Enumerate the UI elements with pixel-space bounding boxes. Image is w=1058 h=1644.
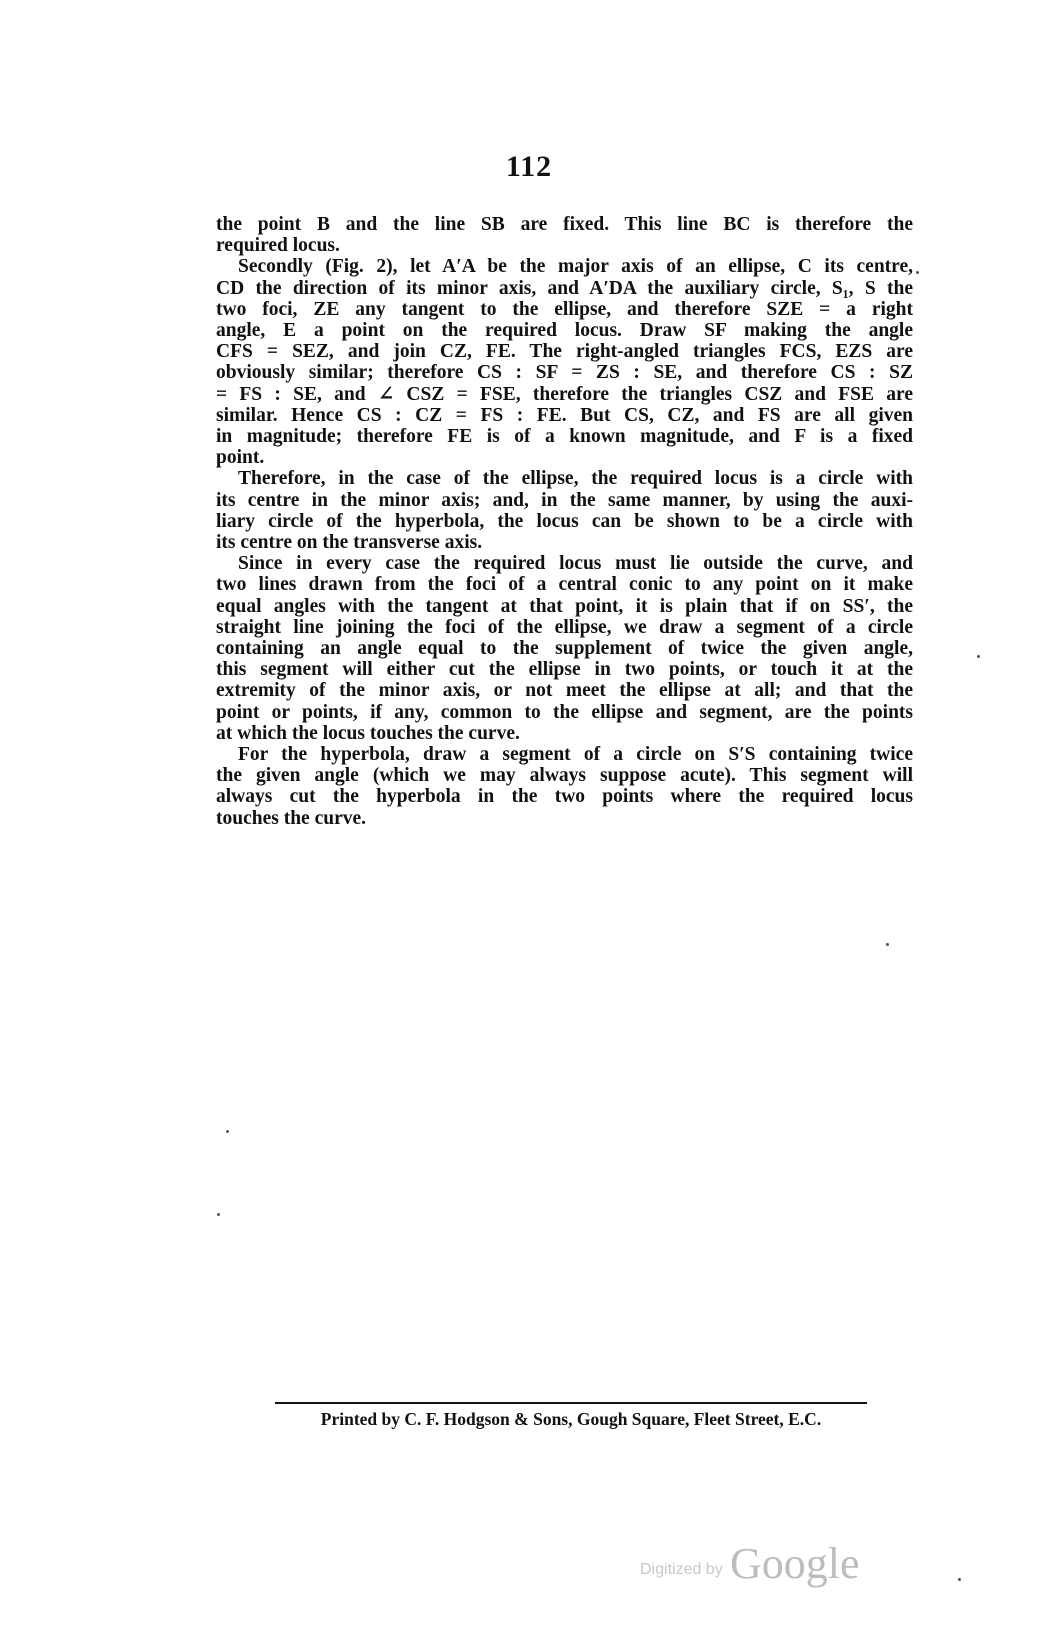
scan-speck xyxy=(217,1213,220,1216)
scan-speck xyxy=(916,271,919,274)
scan-speck xyxy=(886,943,889,946)
text-line: straight line joining the foci of the ellipse, we draw a segment of a circle xyxy=(216,616,913,638)
body-text xyxy=(216,214,913,829)
digitized-by-label: Digitized by xyxy=(640,1561,723,1578)
text-line: Secondly (Fig. 2), let A′A be the major axis of an ellipse, C its centre, xyxy=(238,256,913,278)
text-line: always cut the hyperbola in the two points where the required locus xyxy=(216,786,913,808)
printer-imprint: Printed by C. F. Hodgson & Sons, Gough Square, Fleet Street, E.C. xyxy=(320,1409,822,1429)
text-line: containing an angle equal to the supplement of twice the given angle, xyxy=(216,638,913,660)
text-line: its centre on the transverse axis. xyxy=(216,532,483,554)
text-line: Since in every case the required locus must lie outside the curve, and xyxy=(238,553,913,575)
text-line: CD the direction of its minor axis, and A′DA the auxiliary circle, S₁, S the xyxy=(216,277,913,299)
text-line: For the hyperbola, draw a segment of a circle on S′S containing twice xyxy=(238,744,913,766)
text-line: this segment will either cut the ellipse in two points, or touch it at the xyxy=(216,659,913,681)
text-line: two lines drawn from the foci of a central conic to any point on it make xyxy=(216,574,913,596)
text-line: = FS : SE, and ∠ CSZ = FSE, therefore the triangles CSZ and FSE are xyxy=(216,383,913,405)
text-line: liary circle of the hyperbola, the locus can be shown to be a circle with xyxy=(216,510,913,532)
text-line: the point B and the line SB are fixed. This line BC is therefore the xyxy=(216,214,913,235)
text-line: touches the curve. xyxy=(216,807,367,829)
text-line: point. xyxy=(216,447,265,469)
scan-speck xyxy=(958,1578,961,1581)
page-number: 112 xyxy=(505,150,553,183)
text-line: extremity of the minor axis, or not meet the ellipse at all; and that the xyxy=(216,680,913,702)
text-line: equal angles with the tangent at that point, it is plain that if on SS′, the xyxy=(216,595,913,617)
scan-speck xyxy=(977,655,980,658)
text-line: obviously similar; therefore CS : SF = ZS : SE, and therefore CS : SZ xyxy=(216,362,913,384)
text-line: required locus. xyxy=(216,235,340,257)
google-logo: Google xyxy=(730,1539,860,1588)
text-line: its centre in the minor axis; and, in the same manner, by using the auxi- xyxy=(216,489,913,511)
scan-speck xyxy=(226,1130,229,1133)
text-line: two foci, ZE any tangent to the ellipse, and therefore SZE = a right xyxy=(216,298,913,320)
text-line: Therefore, in the case of the ellipse, the required locus is a circle with xyxy=(238,468,913,490)
text-line: CFS = SEZ, and join CZ, FE. The right-angled triangles FCS, EZS are xyxy=(216,341,913,363)
footer-rule xyxy=(275,1402,867,1404)
text-line: angle, E a point on the required locus. Draw SF making the angle xyxy=(216,320,913,342)
text-line: in magnitude; therefore FE is of a known magnitude, and F is a fixed xyxy=(216,426,913,448)
text-line: the given angle (which we may always suppose acute). This segment will xyxy=(216,765,913,787)
text-line: similar. Hence CS : CZ = FS : FE. But CS, CZ, and FS are all given xyxy=(216,404,913,426)
text-line: at which the locus touches the curve. xyxy=(216,722,520,744)
text-line: point or points, if any, common to the ellipse and segment, are the points xyxy=(216,701,913,723)
